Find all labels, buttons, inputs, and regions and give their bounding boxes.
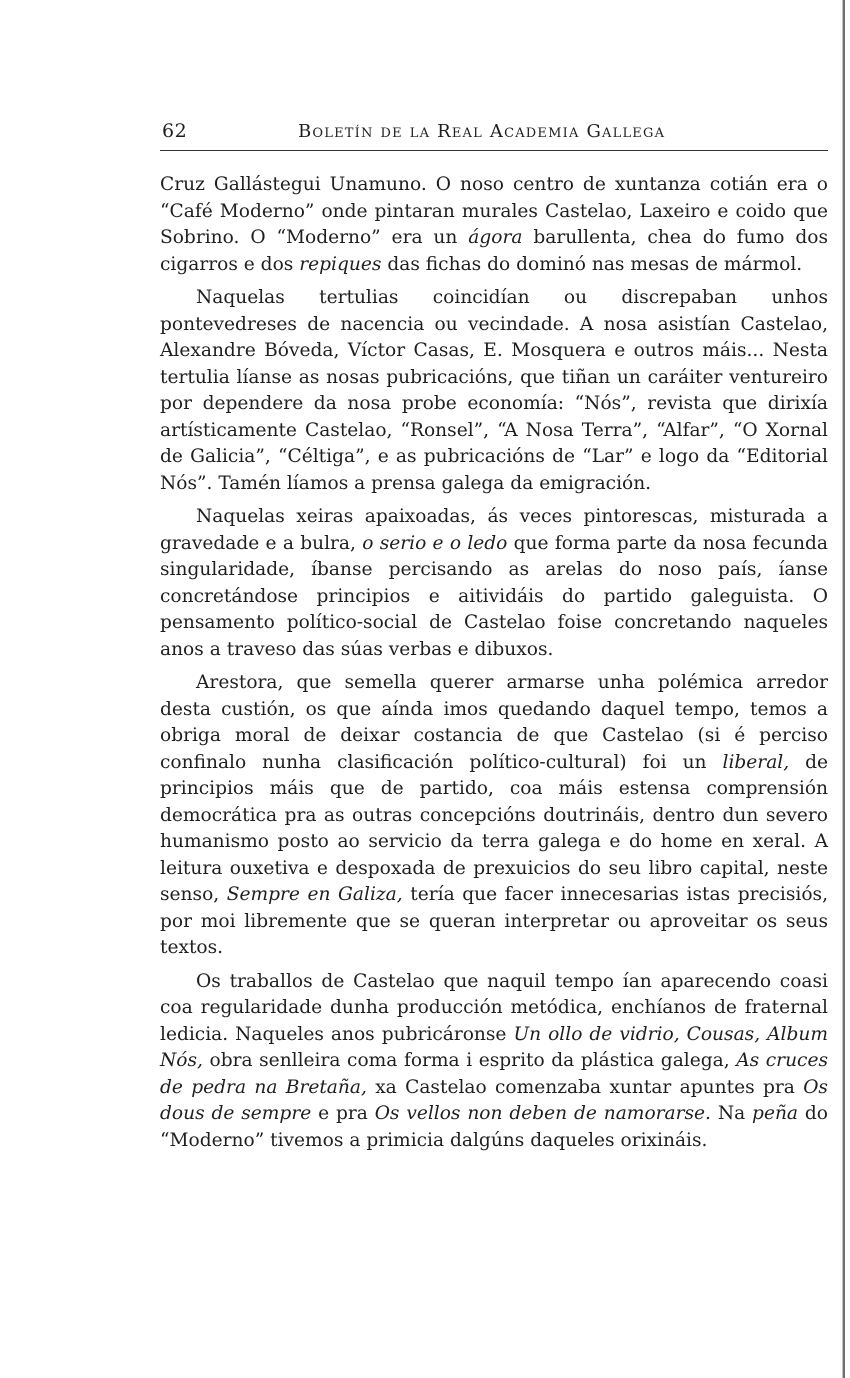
page-header bbox=[160, 120, 828, 148]
paragraph bbox=[160, 969, 828, 1155]
paragraph bbox=[160, 670, 828, 962]
running-title: Boletín de la Real Academia Gallega bbox=[298, 121, 666, 142]
text-segment: Naquelas xeiras apaixoadas, ás veces pintorescas, misturada a gravedade e a bulra, bbox=[160, 506, 828, 554]
body-text bbox=[160, 172, 828, 1161]
text-segment: xa Castelao comenzaba xuntar apuntes pra bbox=[366, 1076, 804, 1098]
paragraph bbox=[160, 172, 828, 278]
text-segment: Na bbox=[710, 1103, 753, 1124]
paragraph bbox=[160, 285, 828, 497]
text-segment: Naquelas tertulias coincidían ou discrepaban unhos pontevedreses de nacencia ou vecindade. A nosa asistían Castelao, Alexandre Bóveda, Víctor Casas, E. Mosquera e outros máis... Nesta tertulia líanse as nosas pubricacións, que tiñan un caráiter ventureiro por dependere da nosa probe economía: “Nós”, revista que dirixía artísticamente Castelao, “Ronsel”, “A Nosa Terra”, “Alfar”, “O Xornal de Galicia”, “Céltiga”, e as pubricacións de “Lar” e logo da “Editorial Nós”. Tamén líamos a prensa galega da emigración. bbox=[160, 287, 828, 494]
italic-segment: o serio e o ledo bbox=[362, 532, 508, 554]
text-segment: Cruz Gallástegui Unamuno. O noso centro de xuntanza cotián era o “Café Moderno” onde pintaran murales Castelao, Laxeiro e coido que Sobrino. O “Moderno” era un bbox=[160, 174, 828, 248]
italic-segment: peña bbox=[752, 1103, 799, 1124]
text-segment: tería que facer innecesarias istas precisiós, por moi libremente que se queran interpretar ou aproveitar os seus textos. bbox=[160, 884, 828, 958]
italic-segment: repiques bbox=[299, 253, 382, 275]
text-segment: das fichas do dominó nas mesas de mármol. bbox=[381, 253, 803, 275]
scan-border-shadow bbox=[842, 0, 845, 1378]
italic-segment: Os vellos non deben de namorarse. bbox=[374, 1103, 711, 1124]
italic-segment: liberal, bbox=[722, 751, 790, 773]
text-segment: obra senlleira coma forma i esprito da plástica galega, bbox=[202, 1050, 737, 1071]
italic-segment: Un ollo de vidrio, Cousas, Album Nós, bbox=[160, 1023, 828, 1071]
text-segment: barullenta, chea do fumo dos cigarros e dos bbox=[160, 227, 828, 275]
text-segment: de principios máis que de partido, coa máis estensa comprensión democrática pra as outras concepcións doutrináis, dentro dun severo humanismo posto ao servicio da terra galega e do home en xeral. A leitura ouxetiva e despoxada de prexuicios do seu libro capital, neste senso, bbox=[160, 751, 828, 905]
text-segment: que forma parte da nosa fecunda singularidade, íbanse percisando as arelas do noso país, íanse concretándose principios e aitividáis do partido galeguista. O pensamento político-social de Castelao foise concretando naqueles anos a traveso das súas verbas e dibuxos. bbox=[160, 532, 829, 660]
page-number: 62 bbox=[162, 120, 188, 142]
text-segment: do “Moderno” tivemos a primicia dalgúns daqueles orixináis. bbox=[160, 1103, 828, 1151]
paragraph bbox=[160, 504, 828, 663]
text-segment: Arestora, que semella querer armarse unha polémica arredor desta custión, os que aínda imos quedando daquel tempo, temos a obriga moral de deixar costancia de que Castelao (si é perciso confinalo nunha clasificación político-cultural) foi un bbox=[160, 672, 828, 773]
italic-segment: As cruces de pedra na Bretaña, bbox=[160, 1050, 829, 1098]
italic-segment: Sempre en Galiza, bbox=[226, 884, 403, 905]
text-segment: e pra bbox=[311, 1103, 375, 1124]
header-rule bbox=[160, 150, 828, 151]
italic-segment: ágora bbox=[468, 227, 523, 248]
text-segment: Os traballos de Castelao que naquil tempo ían aparecendo coasi coa regularidade dunha producción metódica, enchíanos de fraternal ledicia. Naqueles anos pubricáronse bbox=[160, 970, 828, 1045]
italic-segment: Os dous de sempre bbox=[160, 1076, 828, 1124]
